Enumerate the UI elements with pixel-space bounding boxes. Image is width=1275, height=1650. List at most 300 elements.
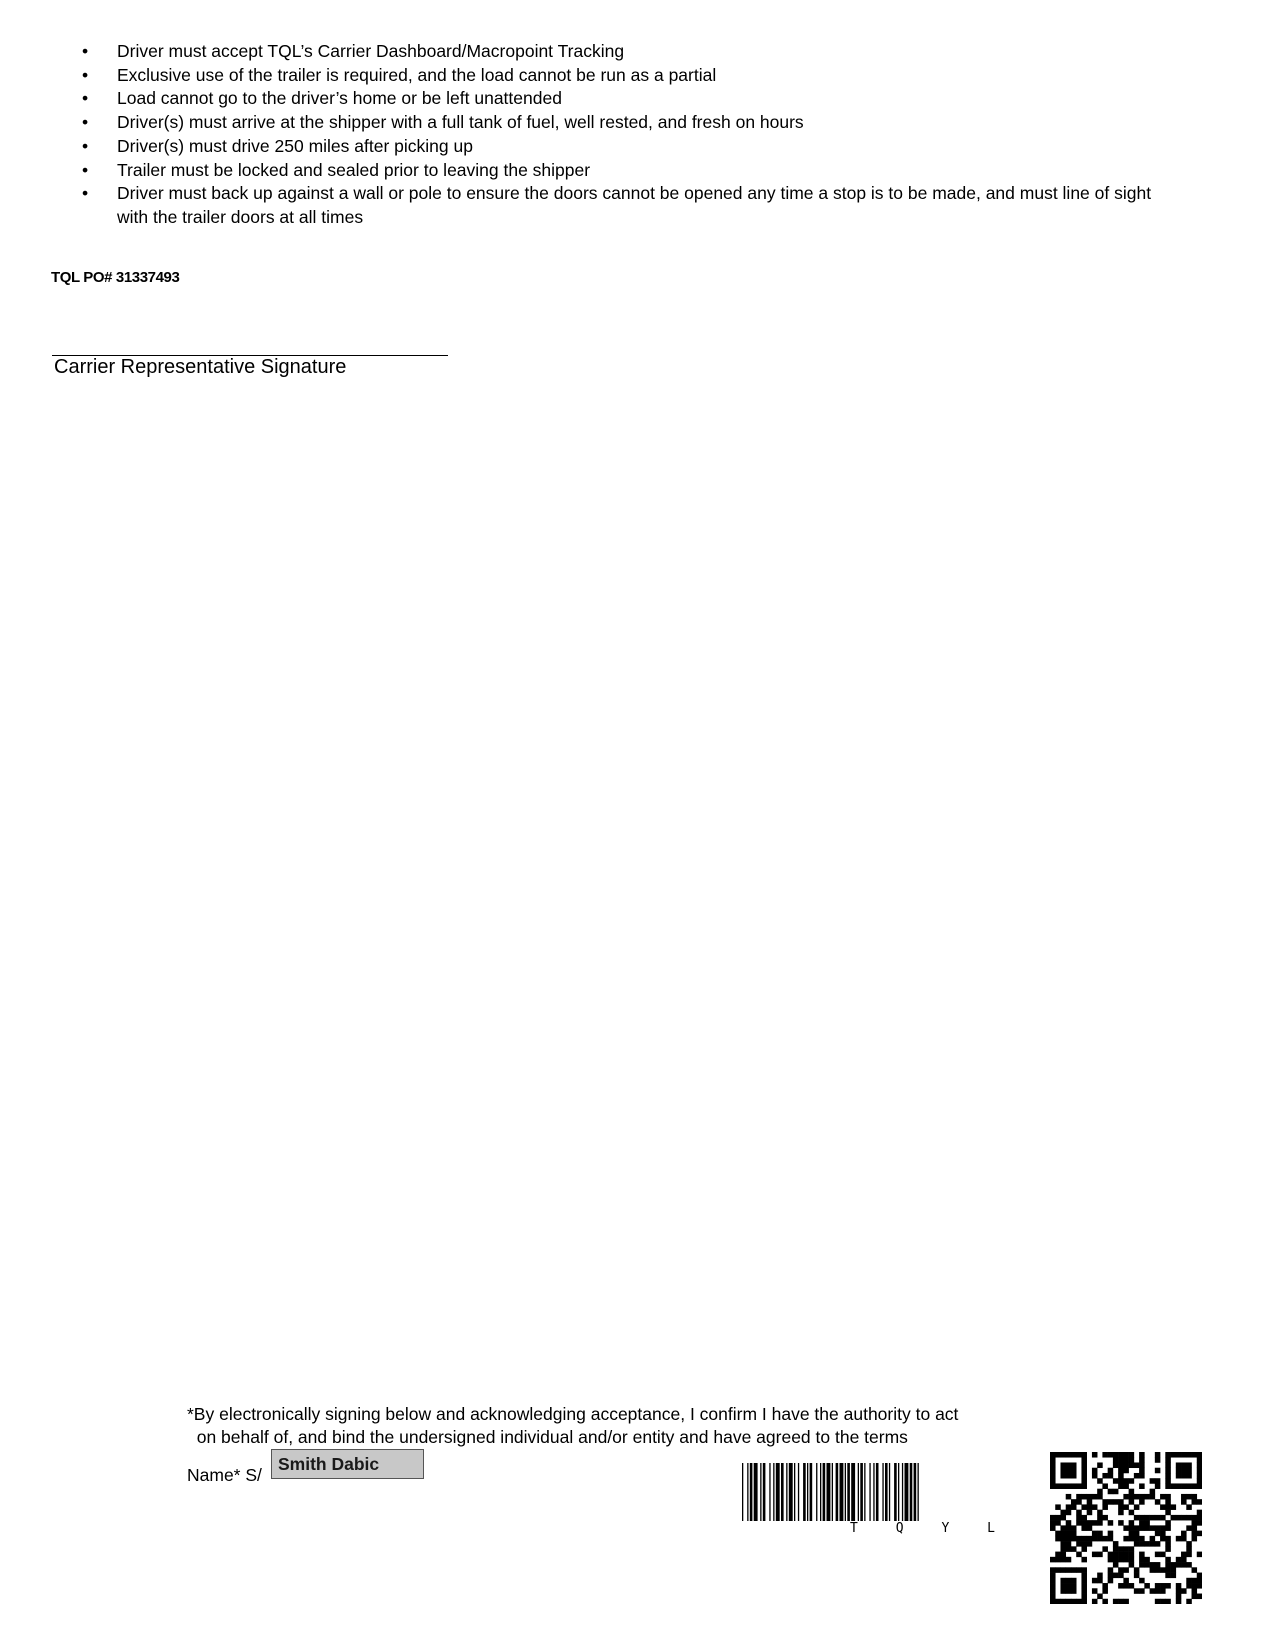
qr-module	[1102, 1504, 1108, 1510]
qr-module	[1097, 1489, 1103, 1495]
qr-module	[1165, 1525, 1171, 1531]
qr-module	[1097, 1578, 1103, 1584]
qr-module	[1060, 1468, 1066, 1474]
qr-module	[1150, 1515, 1156, 1521]
qr-module	[1134, 1494, 1140, 1500]
qr-module	[1192, 1588, 1198, 1594]
qr-module	[1113, 1457, 1119, 1463]
qr-module	[1071, 1452, 1077, 1458]
qr-module	[1118, 1557, 1124, 1563]
qr-module	[1060, 1452, 1066, 1458]
qr-module	[1081, 1520, 1087, 1526]
bullet-icon: •	[82, 41, 89, 61]
qr-module	[1160, 1494, 1166, 1500]
qr-module	[1123, 1525, 1129, 1531]
list-item	[52, 182, 1182, 229]
barcode-bar	[760, 1463, 761, 1521]
qr-module	[1050, 1578, 1056, 1584]
qr-module	[1071, 1499, 1077, 1505]
qr-module	[1092, 1520, 1098, 1526]
qr-module	[1118, 1599, 1124, 1604]
qr-module	[1097, 1510, 1103, 1516]
qr-module	[1102, 1588, 1108, 1594]
qr-module	[1092, 1531, 1098, 1537]
qr-module	[1097, 1520, 1103, 1526]
qr-module	[1081, 1494, 1087, 1500]
qr-module	[1066, 1462, 1072, 1468]
qr-module	[1071, 1468, 1077, 1474]
qr-module	[1192, 1494, 1198, 1500]
barcode-bar	[823, 1463, 826, 1521]
qr-module	[1150, 1494, 1156, 1500]
qr-module	[1139, 1588, 1145, 1594]
qr-module	[1123, 1536, 1129, 1542]
qr-module	[1087, 1504, 1093, 1510]
qr-module	[1066, 1599, 1072, 1604]
qr-module	[1060, 1578, 1066, 1584]
qr-module	[1181, 1499, 1187, 1505]
qr-module	[1139, 1452, 1145, 1458]
qr-module	[1118, 1504, 1124, 1510]
qr-module	[1186, 1583, 1192, 1589]
qr-module	[1113, 1599, 1119, 1604]
barcode-bar	[747, 1463, 748, 1521]
qr-module	[1139, 1499, 1145, 1505]
qr-module	[1186, 1515, 1192, 1521]
qr-module	[1071, 1462, 1077, 1468]
qr-module	[1097, 1552, 1103, 1558]
qr-module	[1165, 1567, 1171, 1573]
qr-module	[1186, 1552, 1192, 1558]
qr-module	[1197, 1478, 1202, 1484]
qr-module	[1155, 1531, 1161, 1537]
qr-module	[1150, 1489, 1156, 1495]
qr-module	[1186, 1468, 1192, 1474]
qr-module	[1087, 1525, 1093, 1531]
qr-module	[1155, 1541, 1161, 1547]
qr-module	[1060, 1525, 1066, 1531]
qr-module	[1160, 1552, 1166, 1558]
qr-module	[1060, 1552, 1066, 1558]
qr-module	[1076, 1536, 1082, 1542]
qr-module	[1129, 1510, 1135, 1516]
qr-module	[1118, 1583, 1124, 1589]
qr-module	[1129, 1552, 1135, 1558]
qr-module	[1118, 1473, 1124, 1479]
qr-module	[1087, 1520, 1093, 1526]
qr-module	[1102, 1515, 1108, 1521]
qr-module	[1139, 1525, 1145, 1531]
qr-module	[1102, 1473, 1108, 1479]
barcode-bar	[840, 1463, 844, 1521]
qr-module	[1197, 1583, 1202, 1589]
qr-module	[1113, 1546, 1119, 1552]
qr-module	[1118, 1520, 1124, 1526]
qr-module	[1050, 1567, 1056, 1573]
qr-module	[1171, 1504, 1177, 1510]
list-item	[52, 135, 1182, 159]
qr-module	[1134, 1504, 1140, 1510]
qr-module	[1186, 1578, 1192, 1584]
barcode-bar	[873, 1463, 874, 1521]
qr-module	[1081, 1462, 1087, 1468]
qr-module	[1097, 1531, 1103, 1537]
qr-module	[1144, 1515, 1150, 1521]
qr-module	[1197, 1473, 1202, 1479]
barcode-bar	[845, 1463, 846, 1521]
qr-module	[1197, 1573, 1202, 1579]
signer-name-field[interactable]: Smith Dabic	[271, 1449, 424, 1479]
qr-module	[1129, 1478, 1135, 1484]
qr-module	[1123, 1462, 1129, 1468]
qr-module	[1186, 1546, 1192, 1552]
qr-module	[1181, 1483, 1187, 1489]
qr-module	[1118, 1483, 1124, 1489]
qr-module	[1144, 1525, 1150, 1531]
qr-module	[1113, 1562, 1119, 1568]
qr-module	[1155, 1588, 1161, 1594]
qr-module	[1076, 1520, 1082, 1526]
qr-module	[1155, 1457, 1161, 1463]
qr-module	[1155, 1499, 1161, 1505]
qr-module	[1066, 1452, 1072, 1458]
qr-module	[1165, 1520, 1171, 1526]
qr-module	[1139, 1462, 1145, 1468]
qr-module	[1060, 1567, 1066, 1573]
qr-module	[1050, 1473, 1056, 1479]
qr-module	[1181, 1557, 1187, 1563]
qr-module	[1134, 1525, 1140, 1531]
qr-module	[1144, 1520, 1150, 1526]
qr-module	[1192, 1531, 1198, 1537]
qr-module	[1186, 1483, 1192, 1489]
qr-module	[1186, 1562, 1192, 1568]
barcode-bar	[794, 1463, 795, 1521]
qr-module	[1118, 1510, 1124, 1516]
qr-module	[1155, 1599, 1161, 1604]
qr-module	[1139, 1473, 1145, 1479]
qr-module	[1092, 1552, 1098, 1558]
qr-module	[1108, 1578, 1114, 1584]
qr-module	[1176, 1557, 1182, 1563]
qr-module	[1181, 1473, 1187, 1479]
qr-module	[1139, 1483, 1145, 1489]
qr-module	[1081, 1578, 1087, 1584]
bullet-icon: •	[82, 88, 89, 109]
qr-module	[1155, 1452, 1161, 1458]
qr-module	[1139, 1552, 1145, 1558]
po-number: TQL PO# 31337493	[51, 269, 180, 286]
qr-module	[1092, 1599, 1098, 1604]
qr-module	[1171, 1573, 1177, 1579]
qr-module	[1150, 1567, 1156, 1573]
barcode-bar	[889, 1463, 890, 1521]
qr-module	[1066, 1504, 1072, 1510]
qr-module	[1071, 1536, 1077, 1542]
qr-module	[1113, 1573, 1119, 1579]
qr-module	[1081, 1588, 1087, 1594]
qr-module	[1050, 1483, 1056, 1489]
barcode-bar	[781, 1463, 784, 1521]
barcode-bar	[789, 1463, 793, 1521]
qr-module	[1129, 1494, 1135, 1500]
qr-code	[1050, 1452, 1202, 1604]
qr-module	[1060, 1510, 1066, 1516]
qr-module	[1071, 1473, 1077, 1479]
qr-module	[1197, 1457, 1202, 1463]
qr-module	[1123, 1494, 1129, 1500]
qr-module	[1055, 1483, 1061, 1489]
qr-module	[1108, 1567, 1114, 1573]
qr-module	[1165, 1562, 1171, 1568]
qr-module	[1108, 1531, 1114, 1537]
qr-module	[1097, 1462, 1103, 1468]
qr-module	[1076, 1483, 1082, 1489]
barcode-bar	[882, 1463, 883, 1521]
qr-module	[1139, 1515, 1145, 1521]
qr-module	[1050, 1573, 1056, 1579]
qr-module	[1186, 1599, 1192, 1604]
barcode-bar	[832, 1463, 833, 1521]
qr-module	[1081, 1567, 1087, 1573]
qr-module	[1066, 1578, 1072, 1584]
qr-module	[1060, 1462, 1066, 1468]
qr-module	[1097, 1515, 1103, 1521]
qr-module	[1108, 1536, 1114, 1542]
qr-module	[1050, 1468, 1056, 1474]
qr-module	[1165, 1478, 1171, 1484]
qr-module	[1081, 1573, 1087, 1579]
qr-module	[1076, 1552, 1082, 1558]
qr-module	[1176, 1562, 1182, 1568]
qr-module	[1076, 1515, 1082, 1521]
qr-module	[1129, 1462, 1135, 1468]
qr-module	[1139, 1457, 1145, 1463]
qr-module	[1192, 1594, 1198, 1600]
qr-module	[1139, 1494, 1145, 1500]
barcode-bar	[898, 1463, 899, 1521]
qr-module	[1171, 1483, 1177, 1489]
qr-module	[1108, 1557, 1114, 1563]
barcode-bar	[851, 1463, 855, 1521]
qr-module	[1165, 1541, 1171, 1547]
qr-module	[1055, 1520, 1061, 1526]
bullet-icon: •	[82, 64, 89, 85]
qr-module	[1102, 1599, 1108, 1604]
qr-module	[1102, 1452, 1108, 1458]
qr-module	[1066, 1473, 1072, 1479]
qr-module	[1155, 1567, 1161, 1573]
qr-module	[1160, 1531, 1166, 1537]
qr-module	[1197, 1578, 1202, 1584]
qr-module	[1139, 1468, 1145, 1474]
qr-module	[1092, 1588, 1098, 1594]
qr-module	[1129, 1525, 1135, 1531]
barcode-bar	[820, 1463, 821, 1521]
qr-module	[1192, 1520, 1198, 1526]
qr-module	[1087, 1541, 1093, 1547]
signature-label: Carrier Representative Signature	[54, 356, 347, 378]
qr-module	[1092, 1468, 1098, 1474]
qr-module	[1123, 1452, 1129, 1458]
qr-module	[1123, 1546, 1129, 1552]
qr-module	[1165, 1536, 1171, 1542]
qr-module	[1081, 1594, 1087, 1600]
qr-module	[1071, 1504, 1077, 1510]
qr-module	[1165, 1504, 1171, 1510]
qr-module	[1097, 1478, 1103, 1484]
qr-module	[1102, 1583, 1108, 1589]
qr-module	[1160, 1515, 1166, 1521]
qr-module	[1071, 1567, 1077, 1573]
qr-module	[1123, 1599, 1129, 1604]
qr-module	[1160, 1525, 1166, 1531]
qr-module	[1176, 1468, 1182, 1474]
requirement-text: Driver(s) must drive 250 miles after picking up	[117, 135, 473, 156]
qr-module	[1066, 1536, 1072, 1542]
qr-module	[1081, 1468, 1087, 1474]
qr-module	[1113, 1489, 1119, 1495]
qr-module	[1060, 1483, 1066, 1489]
qr-module	[1050, 1515, 1056, 1521]
barcode-bar	[858, 1463, 859, 1521]
qr-module	[1066, 1546, 1072, 1552]
qr-module	[1123, 1478, 1129, 1484]
qr-module	[1192, 1483, 1198, 1489]
qr-module	[1050, 1583, 1056, 1589]
qr-module	[1186, 1462, 1192, 1468]
qr-module	[1176, 1599, 1182, 1604]
qr-module	[1071, 1588, 1077, 1594]
requirement-text: Load cannot go to the driver’s home or be left unattended	[117, 88, 562, 109]
qr-module	[1171, 1452, 1177, 1458]
qr-module	[1129, 1452, 1135, 1458]
qr-module	[1060, 1531, 1066, 1537]
qr-module	[1181, 1468, 1187, 1474]
barcode-bar	[894, 1463, 897, 1521]
qr-module	[1165, 1468, 1171, 1474]
qr-module	[1197, 1483, 1202, 1489]
qr-module	[1123, 1578, 1129, 1584]
qr-module	[1197, 1499, 1202, 1505]
bullet-icon: •	[82, 135, 89, 156]
qr-module	[1160, 1567, 1166, 1573]
qr-module	[1097, 1573, 1103, 1579]
qr-module	[1071, 1546, 1077, 1552]
qr-module	[1050, 1594, 1056, 1600]
list-item	[52, 87, 1182, 111]
qr-module	[1092, 1536, 1098, 1542]
qr-module	[1066, 1525, 1072, 1531]
qr-module	[1118, 1573, 1124, 1579]
qr-module	[1060, 1541, 1066, 1547]
qr-module	[1102, 1536, 1108, 1542]
qr-module	[1123, 1504, 1129, 1510]
qr-module	[1060, 1515, 1066, 1521]
qr-module	[1081, 1541, 1087, 1547]
barcode-bar	[827, 1463, 831, 1521]
qr-module	[1165, 1546, 1171, 1552]
qr-module	[1181, 1552, 1187, 1558]
qr-module	[1176, 1462, 1182, 1468]
qr-module	[1197, 1520, 1202, 1526]
qr-module	[1134, 1588, 1140, 1594]
qr-module	[1155, 1552, 1161, 1558]
qr-module	[1197, 1462, 1202, 1468]
qr-module	[1176, 1452, 1182, 1458]
qr-module	[1192, 1452, 1198, 1458]
qr-module	[1066, 1510, 1072, 1516]
barcode-bar	[807, 1463, 808, 1521]
qr-module	[1186, 1452, 1192, 1458]
barcode-bar	[918, 1463, 919, 1521]
barcode-bar	[803, 1463, 806, 1521]
qr-module	[1165, 1494, 1171, 1500]
qr-module	[1071, 1583, 1077, 1589]
qr-module	[1118, 1552, 1124, 1558]
list-item	[52, 64, 1182, 88]
qr-module	[1123, 1583, 1129, 1589]
qr-module	[1139, 1562, 1145, 1568]
qr-module	[1176, 1515, 1182, 1521]
qr-module	[1192, 1578, 1198, 1584]
name-label: Name* S/	[187, 1465, 262, 1485]
qr-module	[1129, 1520, 1135, 1526]
qr-module	[1192, 1515, 1198, 1521]
qr-module	[1165, 1599, 1171, 1604]
qr-module	[1134, 1567, 1140, 1573]
qr-module	[1118, 1468, 1124, 1474]
qr-module	[1155, 1583, 1161, 1589]
qr-module	[1160, 1588, 1166, 1594]
qr-module	[1123, 1567, 1129, 1573]
qr-module	[1165, 1462, 1171, 1468]
qr-module	[1129, 1536, 1135, 1542]
qr-module	[1092, 1504, 1098, 1510]
qr-module	[1092, 1494, 1098, 1500]
qr-module	[1055, 1552, 1061, 1558]
barcode-bar	[836, 1463, 839, 1521]
qr-module	[1087, 1536, 1093, 1542]
barcode-bar	[773, 1463, 774, 1521]
list-item	[52, 159, 1182, 183]
qr-module	[1197, 1515, 1202, 1521]
barcode-char: L	[987, 1521, 995, 1536]
qr-module	[1076, 1599, 1082, 1604]
qr-module	[1139, 1557, 1145, 1563]
qr-module	[1165, 1573, 1171, 1579]
qr-module	[1060, 1588, 1066, 1594]
qr-module	[1092, 1578, 1098, 1584]
barcode-bar	[910, 1463, 913, 1521]
qr-module	[1102, 1546, 1108, 1552]
qr-module	[1050, 1520, 1056, 1526]
barcode-bar	[816, 1463, 817, 1521]
qr-module	[1076, 1499, 1082, 1505]
qr-module	[1050, 1452, 1056, 1458]
qr-module	[1192, 1536, 1198, 1542]
qr-module	[1113, 1557, 1119, 1563]
qr-module	[1055, 1531, 1061, 1537]
qr-module	[1165, 1583, 1171, 1589]
qr-module	[1165, 1473, 1171, 1479]
bullet-icon: •	[82, 112, 89, 133]
qr-module	[1066, 1557, 1072, 1563]
barcode-char: T	[850, 1521, 858, 1536]
qr-module	[1081, 1536, 1087, 1542]
qr-module	[1134, 1541, 1140, 1547]
qr-module	[1192, 1499, 1198, 1505]
